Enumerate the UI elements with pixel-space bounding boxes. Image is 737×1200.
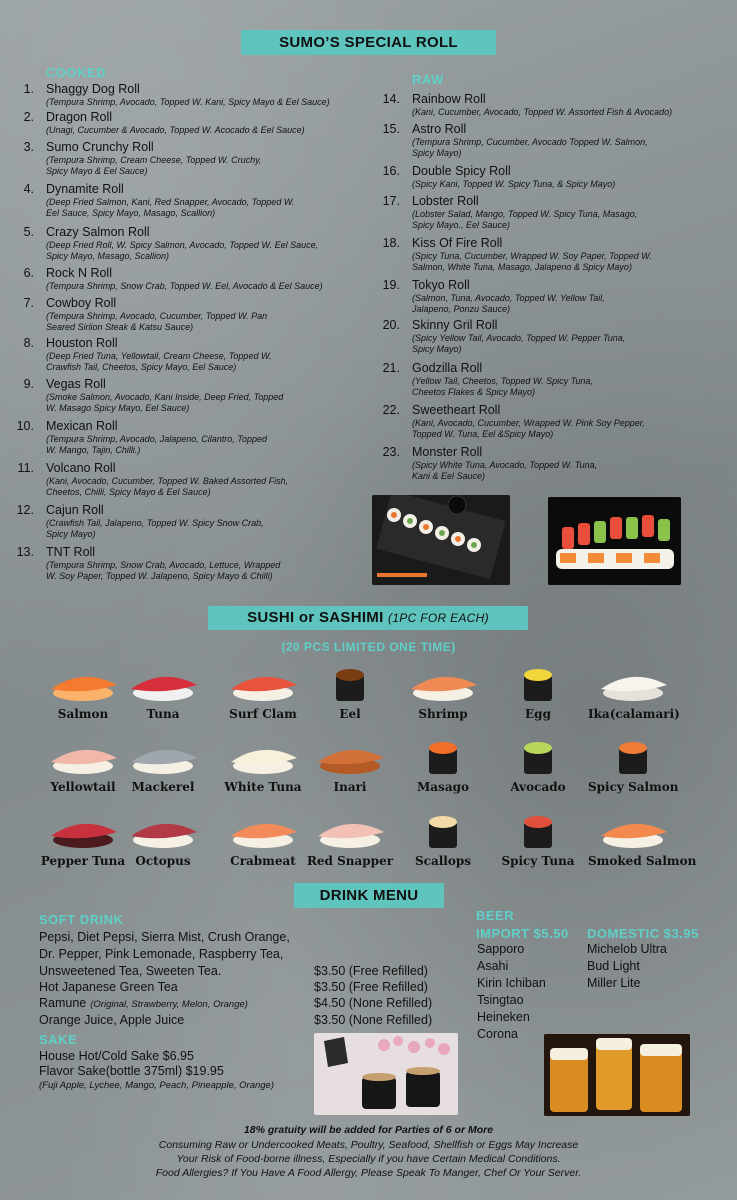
- sake-line-1: House Hot/Cold Sake $6.95: [39, 1049, 194, 1063]
- roll-name: Mexican Roll: [46, 419, 118, 433]
- roll-name: Crazy Salmon Roll: [46, 225, 150, 239]
- roll-name: Godzilla Roll: [412, 361, 483, 375]
- roll-name: Cajun Roll: [46, 503, 104, 517]
- sushi-platter-photo-2: [548, 497, 681, 585]
- gratuity-notice: 18% gratuity will be added for Parties of 6 or More: [243, 1124, 494, 1136]
- roll-description: (Kani, Avocado, Cucumber, Wrapped W. Pink Soy Pepper,: [412, 418, 645, 428]
- roll-name: Sweetheart Roll: [412, 403, 501, 417]
- beer-item: Miller Lite: [587, 976, 641, 990]
- raw-heading: RAW: [412, 72, 444, 87]
- roll-description: (Tempura Shrimp, Avocado, Topped W. Kani, Spicy Mayo & Eel Sauce): [46, 97, 330, 107]
- roll-name: Shaggy Dog Roll: [46, 82, 140, 96]
- roll-description: (Tempura Shrimp, Snow Crab, Avocado, Lettuce, Wrapped: [46, 560, 281, 570]
- sushi-label: Crabmeat: [230, 854, 296, 868]
- drink-price: $3.50 (None Refilled): [314, 1013, 433, 1027]
- sushi-image: [43, 810, 123, 850]
- sake-line-2: Flavor Sake(bottle 375ml) $19.95: [39, 1064, 224, 1078]
- sushi-label: Avocado: [510, 780, 566, 794]
- sushi-item: [118, 663, 208, 721]
- roll-name: Rainbow Roll: [412, 92, 486, 106]
- drink-name: [39, 964, 221, 978]
- beer-item: Sapporo: [477, 942, 525, 956]
- sushi-label: Smoked Salmon: [588, 854, 697, 868]
- sushi-item: [38, 663, 128, 721]
- beer-item: Asahi: [477, 959, 509, 973]
- sushi-label: Octopus: [135, 854, 191, 868]
- roll-description: Eel Sauce, Spicy Mayo, Masago, Scallion): [46, 208, 216, 218]
- roll-name: Tokyo Roll: [412, 278, 470, 292]
- roll-number: 15.: [382, 122, 400, 136]
- sushi-image: [498, 810, 578, 850]
- sushi-item: [118, 810, 208, 868]
- roll-description: Jalapeno, Ponzu Sauce): [412, 304, 511, 314]
- roll-name: Kiss Of Fire Roll: [412, 236, 503, 250]
- sushi-item: [588, 810, 697, 868]
- roll-description: (Kani, Cucumber, Avocado, Topped W. Assorted Fish & Avocado): [412, 107, 673, 117]
- sushi-image: [498, 663, 578, 703]
- sake-photo: [314, 1033, 458, 1115]
- sushi-item: [218, 736, 308, 794]
- roll-description: (Tempura Shrimp, Avocado, Cucumber, Topped W. Pan: [46, 311, 268, 321]
- roll-number: 5.: [23, 225, 34, 239]
- soft-drink-heading: SOFT DRINK: [39, 912, 124, 927]
- drink-name-text: Hot Japanese Green Tea: [39, 980, 178, 994]
- sushi-item: [398, 810, 488, 868]
- sushi-image: [403, 736, 483, 776]
- roll-description: Kani & Eel Sauce): [412, 471, 486, 481]
- sushi-image: [310, 736, 390, 776]
- soft-drink-line-2: Dr. Pepper, Pink Lemonade, Raspberry Tea,: [39, 947, 284, 961]
- roll-name: Rock N Roll: [46, 266, 112, 280]
- sushi-image: [223, 736, 303, 776]
- beer-item: Heineken: [477, 1010, 530, 1024]
- roll-number: 19.: [382, 278, 400, 292]
- import-beer-heading: IMPORT $5.50: [476, 926, 569, 941]
- sushi-image: [403, 663, 483, 703]
- sushi-item: [493, 810, 583, 868]
- roll-name: TNT Roll: [46, 545, 96, 559]
- drink-name: [39, 1013, 184, 1027]
- roll-description: (Smoke Salmon, Avocado, Kani Inside, Deep Fried, Topped: [46, 392, 284, 402]
- sushi-item: [493, 736, 583, 794]
- sushi-item: [493, 663, 583, 721]
- special-roll-banner: SUMO’S SPECIAL ROLL: [241, 30, 496, 55]
- roll-number: 18.: [382, 236, 400, 250]
- sushi-label: Yellowtail: [50, 780, 116, 794]
- roll-description: Spicy Mayo., Eel Sauce): [412, 220, 511, 230]
- sushi-label: Salmon: [57, 707, 109, 721]
- sushi-image: [123, 810, 203, 850]
- beer-item: Michelob Ultra: [587, 942, 667, 956]
- sushi-label: Egg: [525, 707, 551, 721]
- sushi-item: [398, 663, 488, 721]
- roll-description: Spicy Mayo & Eel Sauce): [46, 166, 148, 176]
- roll-description: Topped W. Tuna, Eel &Spicy Mayo): [412, 429, 554, 439]
- drink-note: (Original, Strawberry, Melon, Orange): [90, 999, 248, 1010]
- roll-name: Astro Roll: [412, 122, 467, 136]
- roll-description: (Salmon, Tuna, Avocado, Topped W. Yellow Tail,: [412, 293, 605, 303]
- sushi-image: [223, 810, 303, 850]
- roll-description: (Crawfish Tail, Jalapeno, Topped W. Spicy Snow Crab,: [46, 518, 264, 528]
- roll-description: Cheetos Flakes & Spicy Mayo): [412, 387, 536, 397]
- roll-description: W. Soy Paper, Topped W. Jalapeno, Spicy Mayo & Chilli): [46, 571, 273, 581]
- sushi-image: [593, 663, 673, 703]
- drink-price: $4.50 (None Refilled): [314, 996, 433, 1010]
- roll-number: 8.: [23, 336, 34, 350]
- cooked-heading: COOKED: [46, 65, 107, 80]
- roll-number: 14.: [382, 92, 400, 106]
- roll-description: (Deep Fried Roll, W. Spicy Salmon, Avocado, Topped W. Eel Sauce,: [46, 240, 319, 250]
- roll-number: 1.: [23, 82, 34, 96]
- sushi-platter-photo-1: [372, 495, 510, 585]
- sushi-label: Ika(calamari): [588, 707, 680, 721]
- roll-description: Seared Sirlion Steak & Katsu Sauce): [46, 322, 194, 332]
- roll-name: Cowboy Roll: [46, 296, 117, 310]
- beer-item: Tsingtao: [477, 993, 524, 1007]
- sushi-title-note: (1PC FOR EACH): [388, 611, 489, 625]
- roll-description: (Unagi, Cucumber & Avocado, Topped W. Acocado & Eel Sauce): [46, 125, 305, 135]
- beer-item: Bud Light: [587, 959, 640, 973]
- roll-number: 12.: [16, 503, 34, 517]
- roll-description: (Tempura Shrimp, Cream Cheese, Topped W. Cruchy,: [46, 155, 262, 165]
- drink-price: $3.50 (Free Refilled): [314, 980, 428, 994]
- roll-name: Monster Roll: [412, 445, 483, 459]
- roll-name: Vegas Roll: [46, 377, 106, 391]
- roll-name: Houston Roll: [46, 336, 118, 350]
- roll-number: 22.: [382, 403, 400, 417]
- sushi-item: [218, 810, 308, 868]
- sushi-label: Spicy Salmon: [588, 780, 679, 794]
- sushi-label: White Tuna: [224, 780, 302, 794]
- roll-number: 6.: [23, 266, 34, 280]
- sushi-image: [498, 736, 578, 776]
- domestic-beer-heading: DOMESTIC $3.95: [587, 926, 699, 941]
- roll-description: Spicy Mayo): [412, 344, 462, 354]
- roll-description: W. Masago Spicy Mayo, Eel Sauce): [46, 403, 190, 413]
- health-warning-line-1: Consuming Raw or Undercooked Meats, Poultry, Seafood, Shellfish or Eggs May Increase: [158, 1139, 579, 1151]
- roll-description: (Spicy White Tuna, Avocado, Topped W. Tuna,: [412, 460, 598, 470]
- sushi-item: [38, 810, 128, 868]
- roll-name: Volcano Roll: [46, 461, 116, 475]
- roll-number: 20.: [382, 318, 400, 332]
- sushi-limit-note: (20 PCS LIMITED ONE TIME): [281, 640, 456, 654]
- sushi-label: Inari: [333, 780, 367, 794]
- roll-name: Sumo Crunchy Roll: [46, 140, 154, 154]
- sushi-image: [593, 810, 673, 850]
- sushi-item: [38, 736, 128, 794]
- roll-description: Crawfish Tail, Cheetos, Spicy Mayo, Eel Sauce): [46, 362, 237, 372]
- roll-number: 7.: [23, 296, 34, 310]
- roll-description: Cheetos, Chilli, Spicy Mayo & Eel Sauce): [46, 487, 211, 497]
- sushi-label: Shrimp: [418, 707, 468, 721]
- drink-name-text: Orange Juice, Apple Juice: [39, 1013, 185, 1027]
- sushi-image: [310, 663, 390, 703]
- sushi-item: [118, 736, 208, 794]
- sushi-item: [218, 663, 308, 721]
- drink-name-text: Unsweetened Tea, Sweeten Tea.: [39, 964, 222, 978]
- roll-name: Skinny Gril Roll: [412, 318, 498, 332]
- roll-description: Spicy Mayo): [412, 148, 462, 158]
- sushi-item: [398, 736, 488, 794]
- roll-description: (Spicy Yellow Tail, Avocado, Topped W. Pepper Tuna,: [412, 333, 626, 343]
- sushi-item: [305, 736, 395, 794]
- beer-item: Corona: [477, 1027, 518, 1041]
- beer-photo: [544, 1034, 690, 1116]
- sushi-image: [43, 736, 123, 776]
- sushi-title: SUSHI or SASHIMI: [247, 609, 384, 626]
- sushi-label: Red Snapper: [306, 854, 394, 868]
- sushi-label: Eel: [339, 707, 361, 721]
- roll-number: 17.: [382, 194, 400, 208]
- roll-number: 16.: [382, 164, 400, 178]
- sushi-label: Spicy Tuna: [501, 854, 575, 868]
- roll-name: Dynamite Roll: [46, 182, 124, 196]
- soft-drink-line-1: Pepsi, Diet Pepsi, Sierra Mist, Crush Orange,: [39, 930, 290, 944]
- sake-heading: SAKE: [39, 1032, 78, 1047]
- roll-number: 23.: [382, 445, 400, 459]
- sushi-label: Tuna: [146, 707, 180, 721]
- sushi-item: [588, 663, 678, 721]
- roll-description: (Spicy Tuna, Cucumber, Wrapped W. Soy Paper, Topped W.: [412, 251, 652, 261]
- roll-description: Salmon, White Tuna, Masago, Jalapeno & Spicy Mayo): [412, 262, 632, 272]
- roll-description: (Kani, Avocado, Cucumber, Topped W. Baked Assorted Fish,: [46, 476, 289, 486]
- drink-menu-banner: DRINK MENU: [294, 883, 444, 908]
- roll-description: (Tempura Shrimp, Cucumber, Avocado Topped W. Salmon,: [412, 137, 648, 147]
- sushi-image: [123, 663, 203, 703]
- sushi-label: Mackerel: [131, 780, 195, 794]
- roll-description: (Tempura Shrimp, Snow Crab, Topped W. Eel, Avocado & Eel Sauce): [46, 281, 323, 291]
- roll-number: 21.: [382, 361, 400, 375]
- beer-heading: BEER: [476, 908, 515, 923]
- roll-description: (Deep Fried Tuna, Yellowtail, Cream Cheese, Topped W.: [46, 351, 272, 361]
- sushi-label: Masago: [417, 780, 469, 794]
- roll-description: W. Mango, Tajin, Chilli.): [46, 445, 141, 455]
- sushi-item: [305, 663, 395, 721]
- roll-number: 13.: [16, 545, 34, 559]
- sushi-image: [403, 810, 483, 850]
- roll-number: 2.: [23, 110, 34, 124]
- sushi-label: Scallops: [414, 854, 471, 868]
- sushi-image: [593, 736, 673, 776]
- allergy-notice: Food Allergies? If You Have A Food Allergy, Please Speak To Manger, Chef Or Your Server.: [155, 1167, 582, 1179]
- roll-description: (Lobster Salad, Mango, Topped W. Spicy Tuna, Masago,: [412, 209, 638, 219]
- roll-number: 3.: [23, 140, 34, 154]
- roll-description: (Deep Fried Salmon, Kani, Red Snapper, Avocado, Topped W.: [46, 197, 295, 207]
- roll-name: Lobster Roll: [412, 194, 479, 208]
- sushi-image: [310, 810, 390, 850]
- sake-flavors-note: (Fuji Apple, Lychee, Mango, Peach, Pineapple, Orange): [39, 1080, 275, 1091]
- sushi-image: [43, 663, 123, 703]
- roll-name: Dragon Roll: [46, 110, 113, 124]
- roll-description: Spicy Mayo): [46, 529, 96, 539]
- beer-item: Kirin Ichiban: [477, 976, 546, 990]
- health-warning-line-2: Your Risk of Food-borne illness, Especially if you have Certain Medical Conditions.: [176, 1153, 561, 1165]
- drink-name: [39, 996, 248, 1010]
- roll-name: Double Spicy Roll: [412, 164, 511, 178]
- sushi-label: Surf Clam: [229, 707, 297, 721]
- sushi-image: [123, 736, 203, 776]
- roll-description: (Yellow Tail, Cheetos, Topped W. Spicy Tuna,: [412, 376, 593, 386]
- roll-description: (Tempura Shrimp, Avocado, Jalapeno, Cilantro, Topped: [46, 434, 267, 444]
- sushi-sashimi-banner: [208, 606, 528, 630]
- roll-number: 4.: [23, 182, 34, 196]
- sushi-item: [588, 736, 678, 794]
- roll-description: Spicy Mayo, Masago, Scallion): [46, 251, 170, 261]
- drink-name-text: Ramune: [39, 996, 87, 1010]
- drink-price: $3.50 (Free Refilled): [314, 964, 428, 978]
- roll-description: (Spicy Kani, Topped W. Spicy Tuna, & Spicy Mayo): [412, 179, 616, 189]
- roll-number: 10.: [16, 419, 34, 433]
- drink-name: [39, 980, 178, 994]
- roll-number: 9.: [23, 377, 34, 391]
- roll-number: 11.: [17, 461, 34, 475]
- sushi-label: Pepper Tuna: [40, 854, 126, 868]
- sushi-image: [223, 663, 303, 703]
- sushi-item: [305, 810, 395, 868]
